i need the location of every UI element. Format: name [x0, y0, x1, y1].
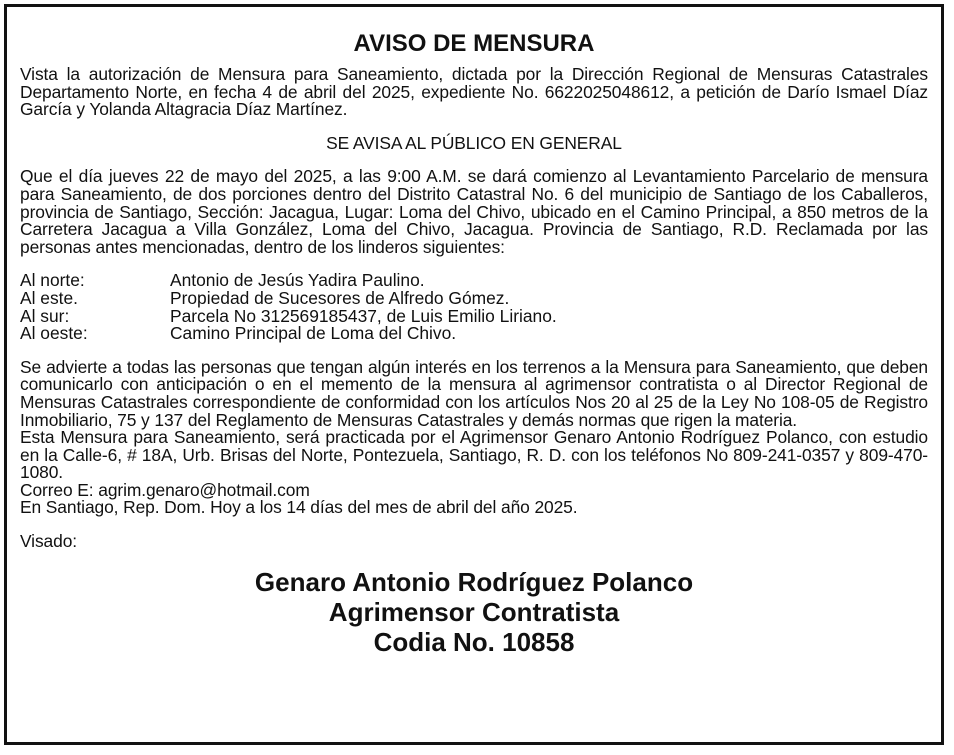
boundary-value: Camino Principal de Loma del Chivo.: [170, 323, 457, 344]
boundary-south: [20, 305, 928, 326]
details-paragraph: Que el día jueves 22 de mayo del 2025, a las 9:00 A.M. se dará comienzo al Levantamiento Parcelario de mensura para Saneamiento, de dos porciones dentro del Distrito Catastral No. 6 del municipio de Santiago de los Caballeros, provincia de Santiago, Sección: Jacagua, Lugar: Loma del Chivo, ubicado en el Camino Principal, a 850 metros de la Carretera Jacagua a Villa González, Loma del Chivo, Jacagua. Provincia de Santiago, R.D. Reclamada por las personas antes mencionadas, dentro de los linderos siguientes:: [20, 166, 928, 257]
intro-paragraph: Vista la autorización de Mensura para Saneamiento, dictada por la Dirección Regional de Mensuras Catastrales Departamento Norte, en fecha 4 de abril del 2025, expediente No. 6622025048612, a petición de Darío Ismael Díaz García y Yolanda Altagracia Díaz Martínez.: [20, 64, 928, 120]
email-line: Correo E: agrim.genaro@hotmail.com: [20, 479, 310, 500]
notice-title: AVISO DE MENSURA: [353, 30, 595, 57]
notice-content: [20, 30, 928, 657]
date-line: En Santiago, Rep. Dom. Hoy a los 14 días del mes de abril del año 2025.: [20, 497, 578, 518]
signature-role: Agrimensor Contratista: [328, 596, 620, 627]
boundary-value: Parcela No 312569185437, de Luis Emilio Liriano.: [170, 305, 557, 326]
boundary-label: Al este.: [20, 287, 78, 308]
boundary-east: [20, 287, 928, 308]
boundary-label: Al sur:: [20, 305, 70, 326]
boundary-label: Al oeste:: [20, 323, 88, 344]
announcement-line: SE AVISA AL PÚBLICO EN GENERAL: [326, 132, 622, 153]
visado-label: Visado:: [20, 531, 77, 552]
boundaries-list: [20, 272, 928, 342]
signature-codia: Codia No. 10858: [373, 626, 575, 657]
practice-paragraph: Esta Mensura para Saneamiento, será practicada por el Agrimensor Genaro Antonio Rodríguez Polanco, con estudio en la Calle-6, # 18A, Urb. Brisas del Norte, Pontezuela, Santiago, R. D. con los teléfonos No 809-241-0357 y 809-470-1080.: [20, 427, 928, 483]
warning-paragraph: Se advierte a todas las personas que tengan algún interés en los terrenos a la Mensura para Saneamiento, que deben comunicarlo con anticipación o en el memento de la mensura al agrimensor contratista o al Director Regional de Mensuras Catastrales correspondiente de conformidad con los artículos Nos 20 al 25 de la Ley No 108-05 de Registro Inmobiliario, 75 y 137 del Reglamento de Mensuras Catastrales y demás normas que rigen la materia.: [20, 356, 928, 430]
boundary-west: [20, 325, 928, 343]
boundary-value: Propiedad de Sucesores de Alfredo Gómez.: [170, 287, 510, 308]
signature-name: Genaro Antonio Rodríguez Polanco: [254, 566, 694, 597]
boundary-value: Antonio de Jesús Yadira Paulino.: [170, 270, 425, 291]
boundary-label: Al norte:: [20, 270, 85, 291]
